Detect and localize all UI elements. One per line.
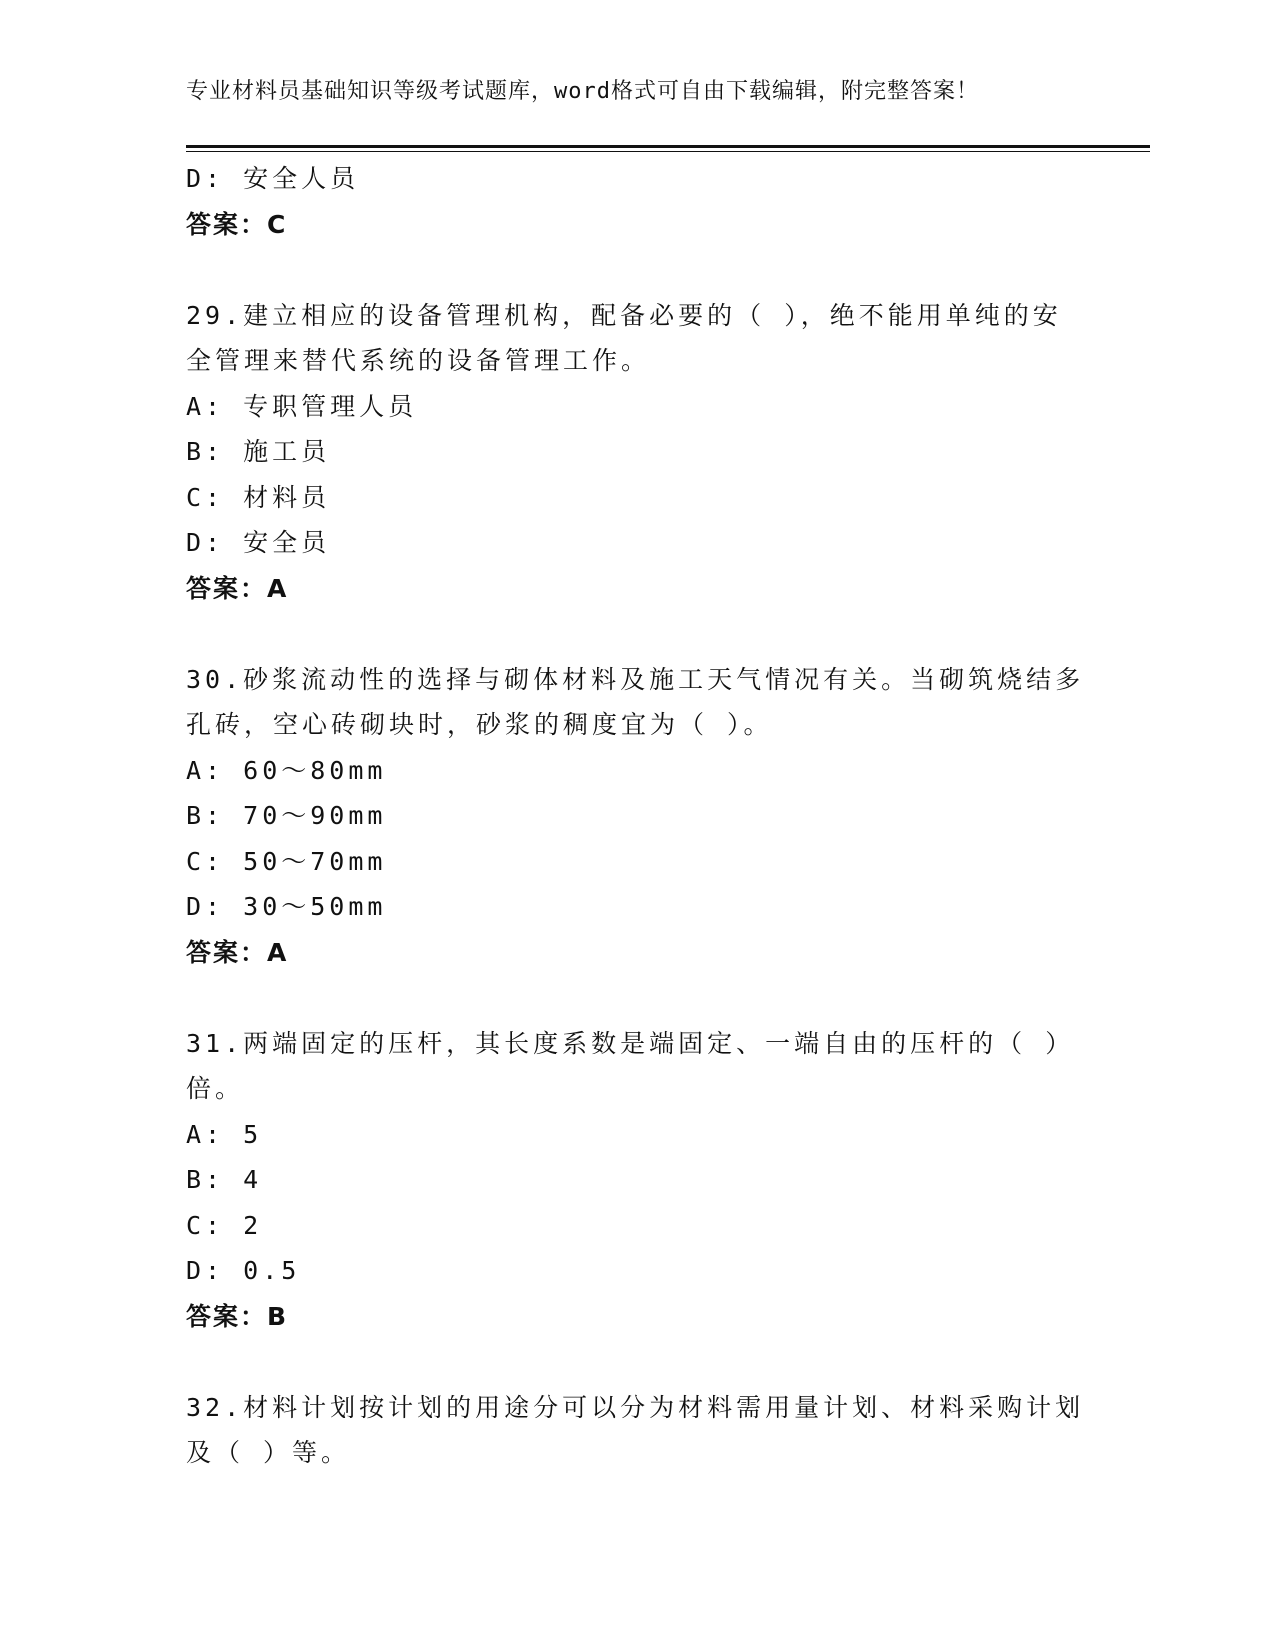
question-text-line: 30.砂浆流动性的选择与砌体材料及施工天气情况有关。当砌筑烧结多 (186, 664, 1085, 694)
option-c: C: 50～70mm (186, 846, 387, 876)
question-32 (186, 1385, 1086, 1476)
option-d: D: 30～50mm (186, 892, 387, 921)
option-a: A: 5 (186, 1119, 263, 1149)
option-b: B: 4 (186, 1165, 263, 1194)
page-header: 专业材料员基础知识等级考试题库，word格式可自由下载编辑，附完整答案！ (186, 79, 979, 104)
answer: 答案：A (186, 573, 289, 603)
spacer (186, 1339, 1086, 1385)
option-b: B: 70～90mm (186, 801, 387, 830)
option-c: C: 材料员 (186, 482, 331, 512)
answer: 答案：A (186, 937, 289, 967)
header-rule-thin (186, 151, 1150, 152)
option-b: B: 施工员 (186, 437, 331, 466)
spacer (186, 247, 1086, 293)
question-text-line: 31.两端固定的压杆，其长度系数是端固定、一端自由的压杆的（ ） (186, 1028, 1075, 1058)
question-30 (186, 657, 1086, 976)
spacer (186, 975, 1086, 1021)
question-text-line: 全管理来替代系统的设备管理工作。 (186, 346, 651, 375)
spacer (186, 611, 1086, 657)
document-body (186, 156, 1086, 1476)
answer: 答案：C (186, 209, 288, 239)
question-31 (186, 1021, 1086, 1340)
question-text-line: 及（ ）等。 (186, 1438, 351, 1467)
question-text-line: 孔砖，空心砖砌块时，砂浆的稠度宜为（ ）。 (186, 710, 773, 739)
option-d: D: 安全员 (186, 528, 331, 557)
question-text-line: 倍。 (186, 1074, 245, 1103)
question-text-line: 29.建立相应的设备管理机构，配备必要的（ ），绝不能用单纯的安 (186, 300, 1062, 330)
option-a: A: 60～80mm (186, 755, 387, 785)
option-a: A: 专职管理人员 (186, 391, 418, 421)
question-29 (186, 293, 1086, 612)
header-rule-thick (186, 145, 1150, 148)
option-d: D: 0.5 (186, 1256, 301, 1285)
question-text-line: 32.材料计划按计划的用途分可以分为材料需用量计划、材料采购计划 (186, 1392, 1085, 1422)
option-d: D: 安全人员 (186, 164, 360, 193)
option-c: C: 2 (186, 1210, 263, 1240)
answer: 答案：B (186, 1301, 289, 1331)
